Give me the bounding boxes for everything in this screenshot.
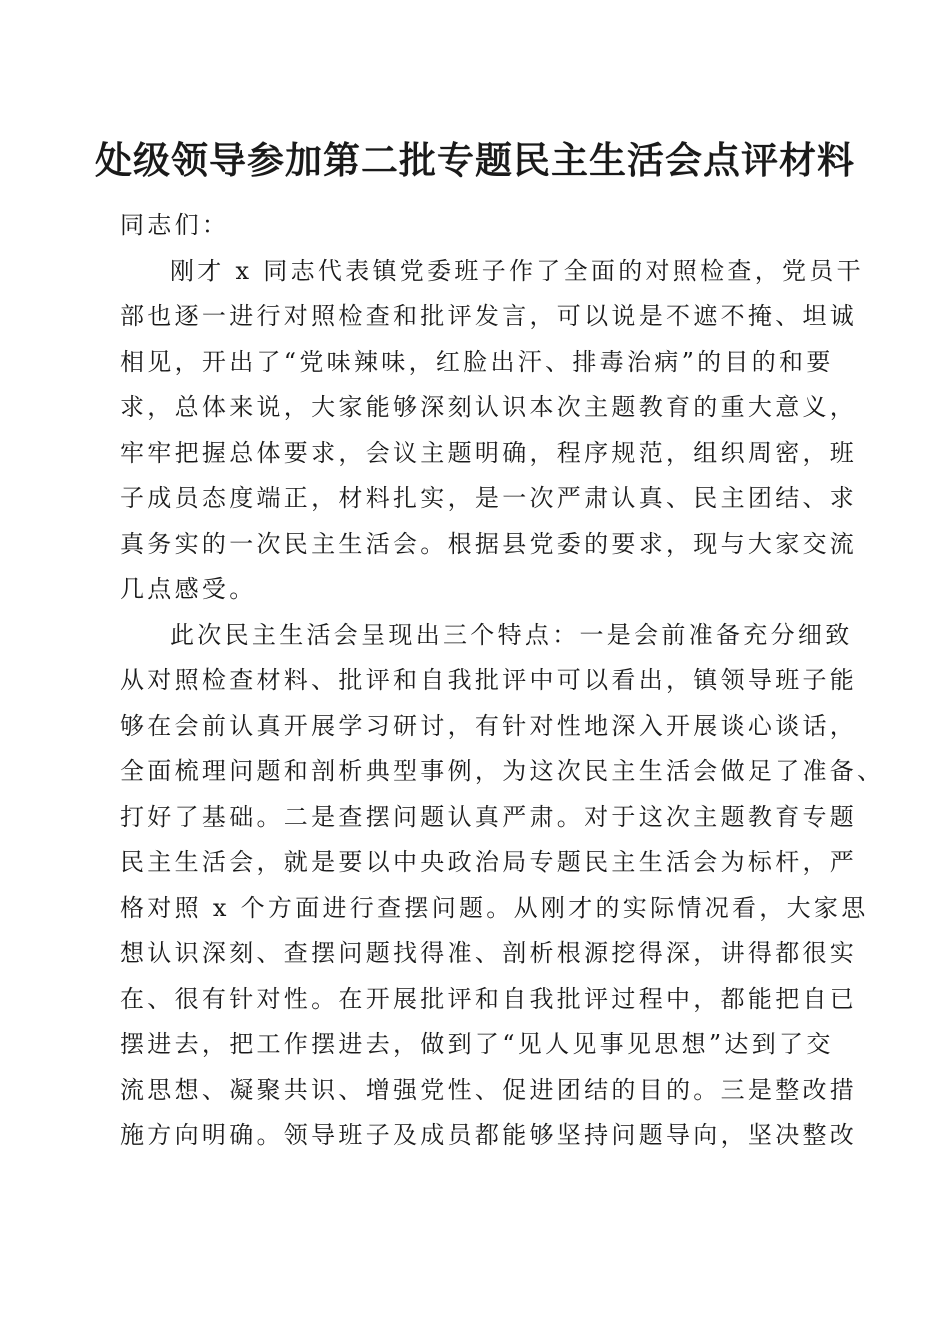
paragraph-line: 从对照检查材料、批评和自我批评中可以看出，镇领导班子能 xyxy=(120,666,858,694)
paragraph-line: 够在会前认真开展学习研讨，有针对性地深入开展谈心谈话， xyxy=(120,711,858,740)
paragraph-line: 此次民主生活会呈现出三个特点：一是会前准备充分细致 xyxy=(170,620,853,649)
document-title: 处级领导参加第二批专题民主生活会点评材料 xyxy=(95,138,855,182)
paragraph-line: 施方向明确。领导班子及成员都能够坚持问题导向，坚决整改 xyxy=(120,1121,858,1149)
paragraph-line: 在、很有针对性。在开展批评和自我批评过程中，都能把自已 xyxy=(120,984,858,1013)
paragraph-line: 相见，开出了“党味辣味，红脸出汗、排毒治病”的目的和要 xyxy=(120,347,834,376)
paragraph-line: 摆进去，把工作摆进去，做到了“见人见事见思想”达到了交 xyxy=(120,1030,834,1058)
paragraph-line: 想认识深刻、查摆问题找得准、剖析根源挖得深，讲得都很实 xyxy=(120,939,858,967)
paragraph-line: 全面梳理问题和剖析典型事例，为这次民主生活会做足了准备、 xyxy=(120,757,885,785)
paragraph-line: 刚才 x 同志代表镇党委班子作了全面的对照检查，党员干 xyxy=(170,256,864,285)
paragraph-line: 几点感受。 xyxy=(120,575,257,603)
paragraph-line: 求，总体来说，大家能够深刻认识本次主题教育的重大意义， xyxy=(120,393,858,421)
salutation: 同志们： xyxy=(120,211,230,239)
paragraph-line: 子成员态度端正，材料扎实，是一次严肃认真、民主团结、求 xyxy=(120,484,858,512)
paragraph-line: 真务实的一次民主生活会。根据县党委的要求，现与大家交流 xyxy=(120,529,858,558)
paragraph-2 xyxy=(120,613,885,1159)
paragraph-line: 牢牢把握总体要求，会议主题明确，程序规范，组织周密，班 xyxy=(120,438,858,467)
paragraph-line: 流思想、凝聚共识、增强党性、促进团结的目的。三是整改措 xyxy=(120,1075,858,1104)
paragraph-line: 打好了基础。二是查摆问题认真严肃。对于这次主题教育专题 xyxy=(120,802,858,831)
paragraph-1 xyxy=(120,249,864,613)
paragraph-line: 民主生活会，就是要以中央政治局专题民主生活会为标杆，严 xyxy=(120,848,858,876)
paragraph-line: 格对照 x 个方面进行查摆问题。从刚才的实际情况看，大家思 xyxy=(120,893,869,922)
document-body xyxy=(120,203,885,1159)
paragraph-line: 部也逐一进行对照检查和批评发言，可以说是不遮不掩、坦诚 xyxy=(120,302,858,330)
